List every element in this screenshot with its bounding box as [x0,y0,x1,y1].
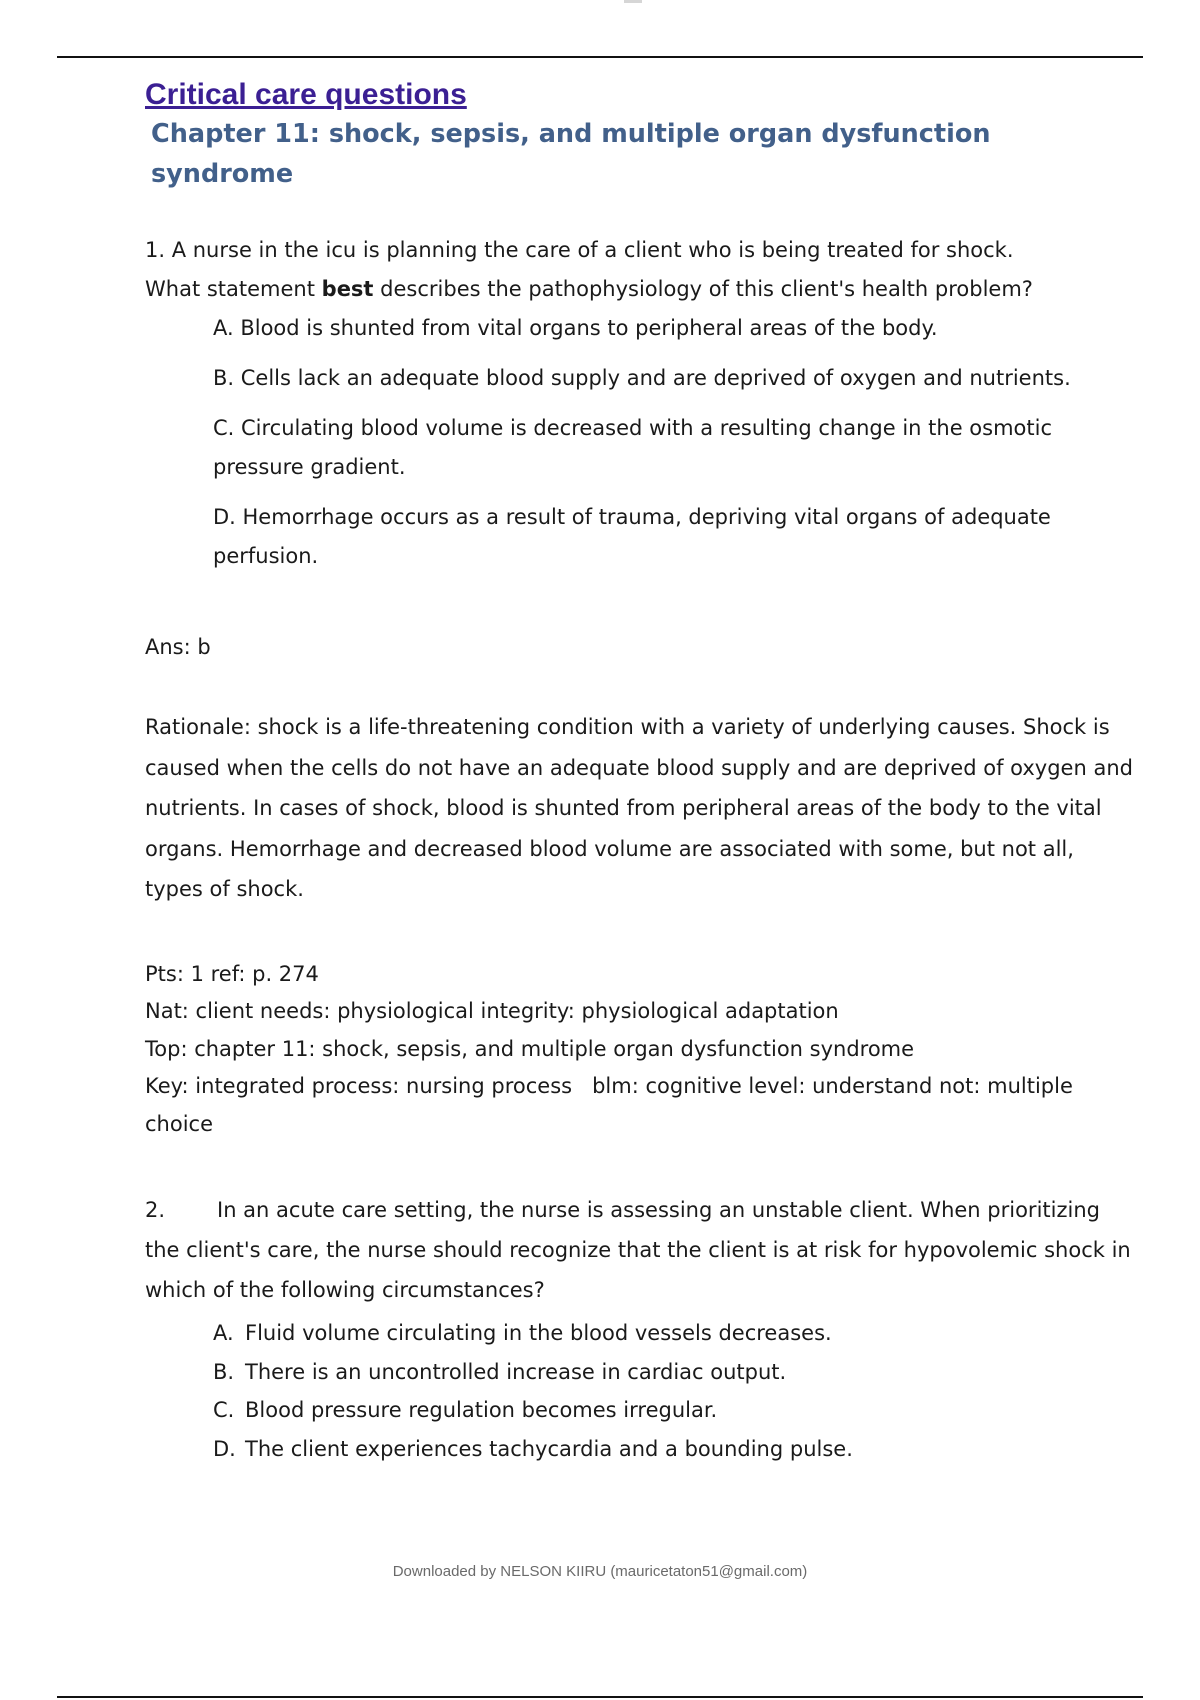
option-letter: D. [213,1436,236,1461]
option-text: The client experiences tachycardia and a bounding pulse. [245,1436,853,1461]
question-2-stem [145,1190,1135,1310]
question-2-number: 2. [145,1198,166,1222]
question-1-metadata [145,956,1135,1144]
option-letter: B. [213,1359,235,1384]
question-2-options [145,1314,1135,1468]
question-1-answer: Ans: b [145,635,211,659]
question-2 [145,1190,1135,1468]
question-1-rationale: Rationale: shock is a life-threatening condition with a variety of underlying causes. Shock is caused when the cells do not have an adequate blood supply and are deprived of oxygen and nutrients. In cases of shock, blood is shunted from peripheral areas of the body to the vital organs. Hemorrhage and decreased blood volume are associated with some, but not all, types of shock. [145,715,1133,901]
question-2-option-c [213,1391,1135,1430]
option-letter: C. [213,1398,235,1422]
key-process: Key: integrated process: nursing process blm: cognitive level: understand not: multiple choice [145,1074,1080,1136]
topic: Top: chapter 11: shock, sepsis, and multiple organ dysfunction syndrome [145,1036,915,1061]
question-2-option-b [213,1353,1135,1392]
option-text: Blood pressure regulation becomes irregular. [245,1398,718,1422]
question-1-options [145,309,1135,576]
question-1-stem-line2 [145,270,1135,309]
question-1-option-b: B. Cells lack an adequate blood supply and are deprived of oxygen and nutrients. [213,366,1071,390]
question-1-option-d: D. Hemorrhage occurs as a result of trauma, depriving vital organs of adequate perfusion. [213,505,1051,568]
question-2-option-a [213,1314,1135,1353]
stem-pre: What statement [145,277,322,301]
question-2-stem-text: In an acute care setting, the nurse is assessing an unstable client. When prioritizing the client's care, the nurse should recognize that the client is at risk for hypovolemic shock in which of the following circumstances? [145,1198,1131,1302]
document-page [145,76,1135,1468]
footer-rule [57,1696,1143,1698]
option-text: Fluid volume circulating in the blood vessels decreases. [245,1321,832,1345]
option-text: There is an uncontrolled increase in cardiac output. [245,1359,787,1384]
stem-post: describes the pathophysiology of this client's health problem? [373,277,1033,301]
question-1-stem-line1: 1. A nurse in the icu is planning the care of a client who is being treated for shock. [145,238,1014,262]
stem-bold-word: best [321,277,374,301]
points-reference: Pts: 1 ref: p. 274 [145,961,319,986]
question-1-option-a: A. Blood is shunted from vital organs to peripheral areas of the body. [213,316,938,340]
download-footer: Downloaded by NELSON KIIRU (mauricetaton51@gmail.com) [392,1563,808,1580]
question-1-stem [145,231,1135,309]
question-1-option-c: C. Circulating blood volume is decreased with a resulting change in the osmotic pressure gradient. [213,416,1052,479]
document-title: Critical care questions [145,78,467,111]
nat-client-needs: Nat: client needs: physiological integrity: physiological adaptation [145,999,839,1023]
question-2-option-d [213,1430,1135,1469]
chapter-heading: Chapter 11: shock, sepsis, and multiple organ dysfunction syndrome [151,119,991,189]
option-letter: A. [213,1321,234,1345]
page-top-mark [624,0,642,3]
header-rule [57,56,1143,58]
